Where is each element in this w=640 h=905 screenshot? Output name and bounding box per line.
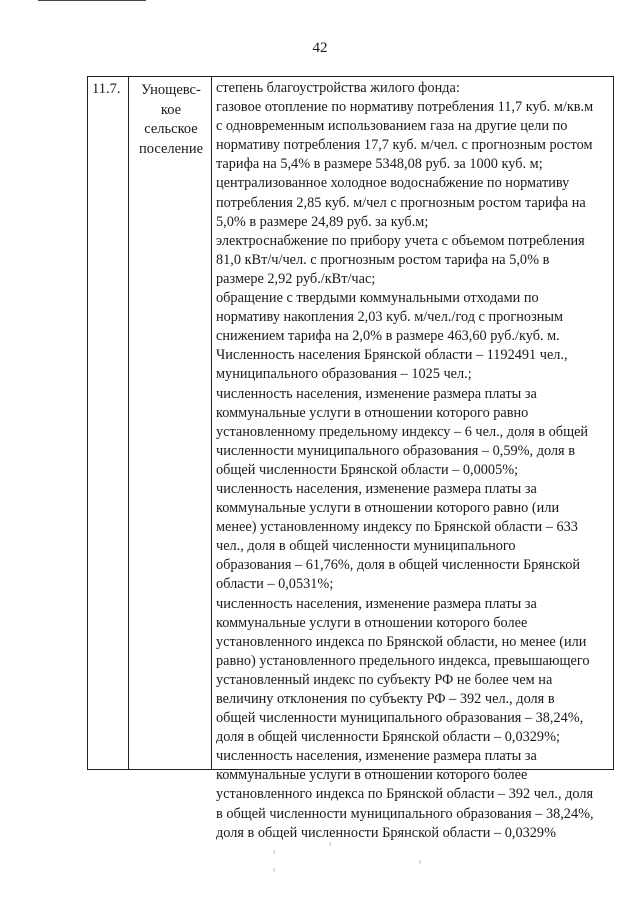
column-divider [128,77,129,769]
text-line: общей численности муниципального образования – 38,24%, [216,710,584,727]
text-line: численность населения, изменение размера платы за [216,595,537,612]
text-line: нормативу накопления 2,03 куб. м/чел./год с прогнозным [216,309,564,326]
text-line: коммунальные услуги в отношении которого равно [216,404,529,421]
text-line: в общей численности муниципального образования – 38,24%, [216,805,594,822]
tariff-table [87,76,614,841]
text-line: численность населения, изменение размера платы за [216,748,537,765]
text-line: степень благоустройства жилого фонда: [216,80,460,96]
text-line: коммунальные услуги в отношении которого более [216,614,528,631]
municipality-name-line: Унощевс- [141,82,201,98]
text-line: менее) установленному индексу по Брянской области – 633 [216,519,578,536]
text-line: численность населения, изменение размера платы за [216,480,537,497]
text-line: образования – 61,76%, доля в общей численности Брянской [216,557,581,574]
text-line: коммунальные услуги в отношении которого равно (или [216,500,560,517]
page-number: 42 [312,40,328,56]
text-line: установленного индекса по Брянской области – 392 чел., доля [216,786,594,803]
text-line: снижением тарифа на 2,0% в размере 463,60 руб./куб. м. [216,328,560,345]
text-line: газовое отопление по нормативу потребления 11,7 куб. м/кв.м [216,99,594,116]
text-line: с одновременным использованием газа на другие цели по [216,118,568,135]
text-line: нормативу потребления 17,7 куб. м/чел. с прогнозным ростом [216,137,593,154]
column-divider [211,77,212,769]
municipality-name-line: поселение [138,140,204,157]
text-line: величину отклонения по субъекту РФ – 392 чел., доля в [216,691,555,707]
text-line: доля в общей численности Брянской области – 0,0329% [216,824,556,841]
text-line: централизованное холодное водоснабжение по нормативу [216,175,570,192]
municipality-name [132,81,210,159]
text-line: размере 2,92 руб./кВт/час; [216,270,376,287]
text-line: области – 0,0531%; [216,576,334,593]
scan-artifact-marks [270,820,430,880]
text-line: численность населения, изменение размера платы за [216,385,537,402]
text-line: коммунальные услуги в отношении которого более [216,767,528,784]
text-line: чел., доля в общей численности муниципального [216,538,516,555]
text-line: обращение с твердыми коммунальными отходами по [216,290,539,307]
text-line: установленного индекса по Брянской области, но менее (или [216,633,587,650]
text-line: доля в общей численности Брянской области – 0,0329%; [216,729,560,746]
text-line: электроснабжение по прибору учета с объемом потребления [216,232,585,249]
row-number: 11.7. [92,81,121,97]
description-cell [216,79,612,843]
text-line: численности муниципального образования – 0,59%, доля в [216,442,575,459]
text-line: равно) установленного предельного индекса, превышающего [216,652,590,669]
text-line: 81,0 кВт/ч/чел. с прогнозным ростом тарифа на 5,0% в [216,251,550,268]
text-line: потребления 2,85 куб. м/чел с прогнозным ростом тарифа на [216,194,586,211]
municipality-name-line: кое [160,101,182,118]
text-line: тарифа на 5,4% в размере 5348,08 руб. за 1000 куб. м; [216,156,543,173]
text-line: 5,0% в размере 24,89 руб. за куб.м; [216,213,429,230]
scan-top-rule [38,0,146,1]
text-line: общей численности Брянской области – 0,0005%; [216,461,519,478]
municipality-name-line: сельское [144,121,198,137]
text-line: Численность населения Брянской области – 1192491 чел., [216,347,568,364]
text-line: установленному предельному индексу – 6 чел., доля в общей [216,423,589,440]
text-line: установленный индекс по субъекту РФ не более чем на [216,671,553,688]
text-line: муниципального образования – 1025 чел.; [216,366,472,383]
